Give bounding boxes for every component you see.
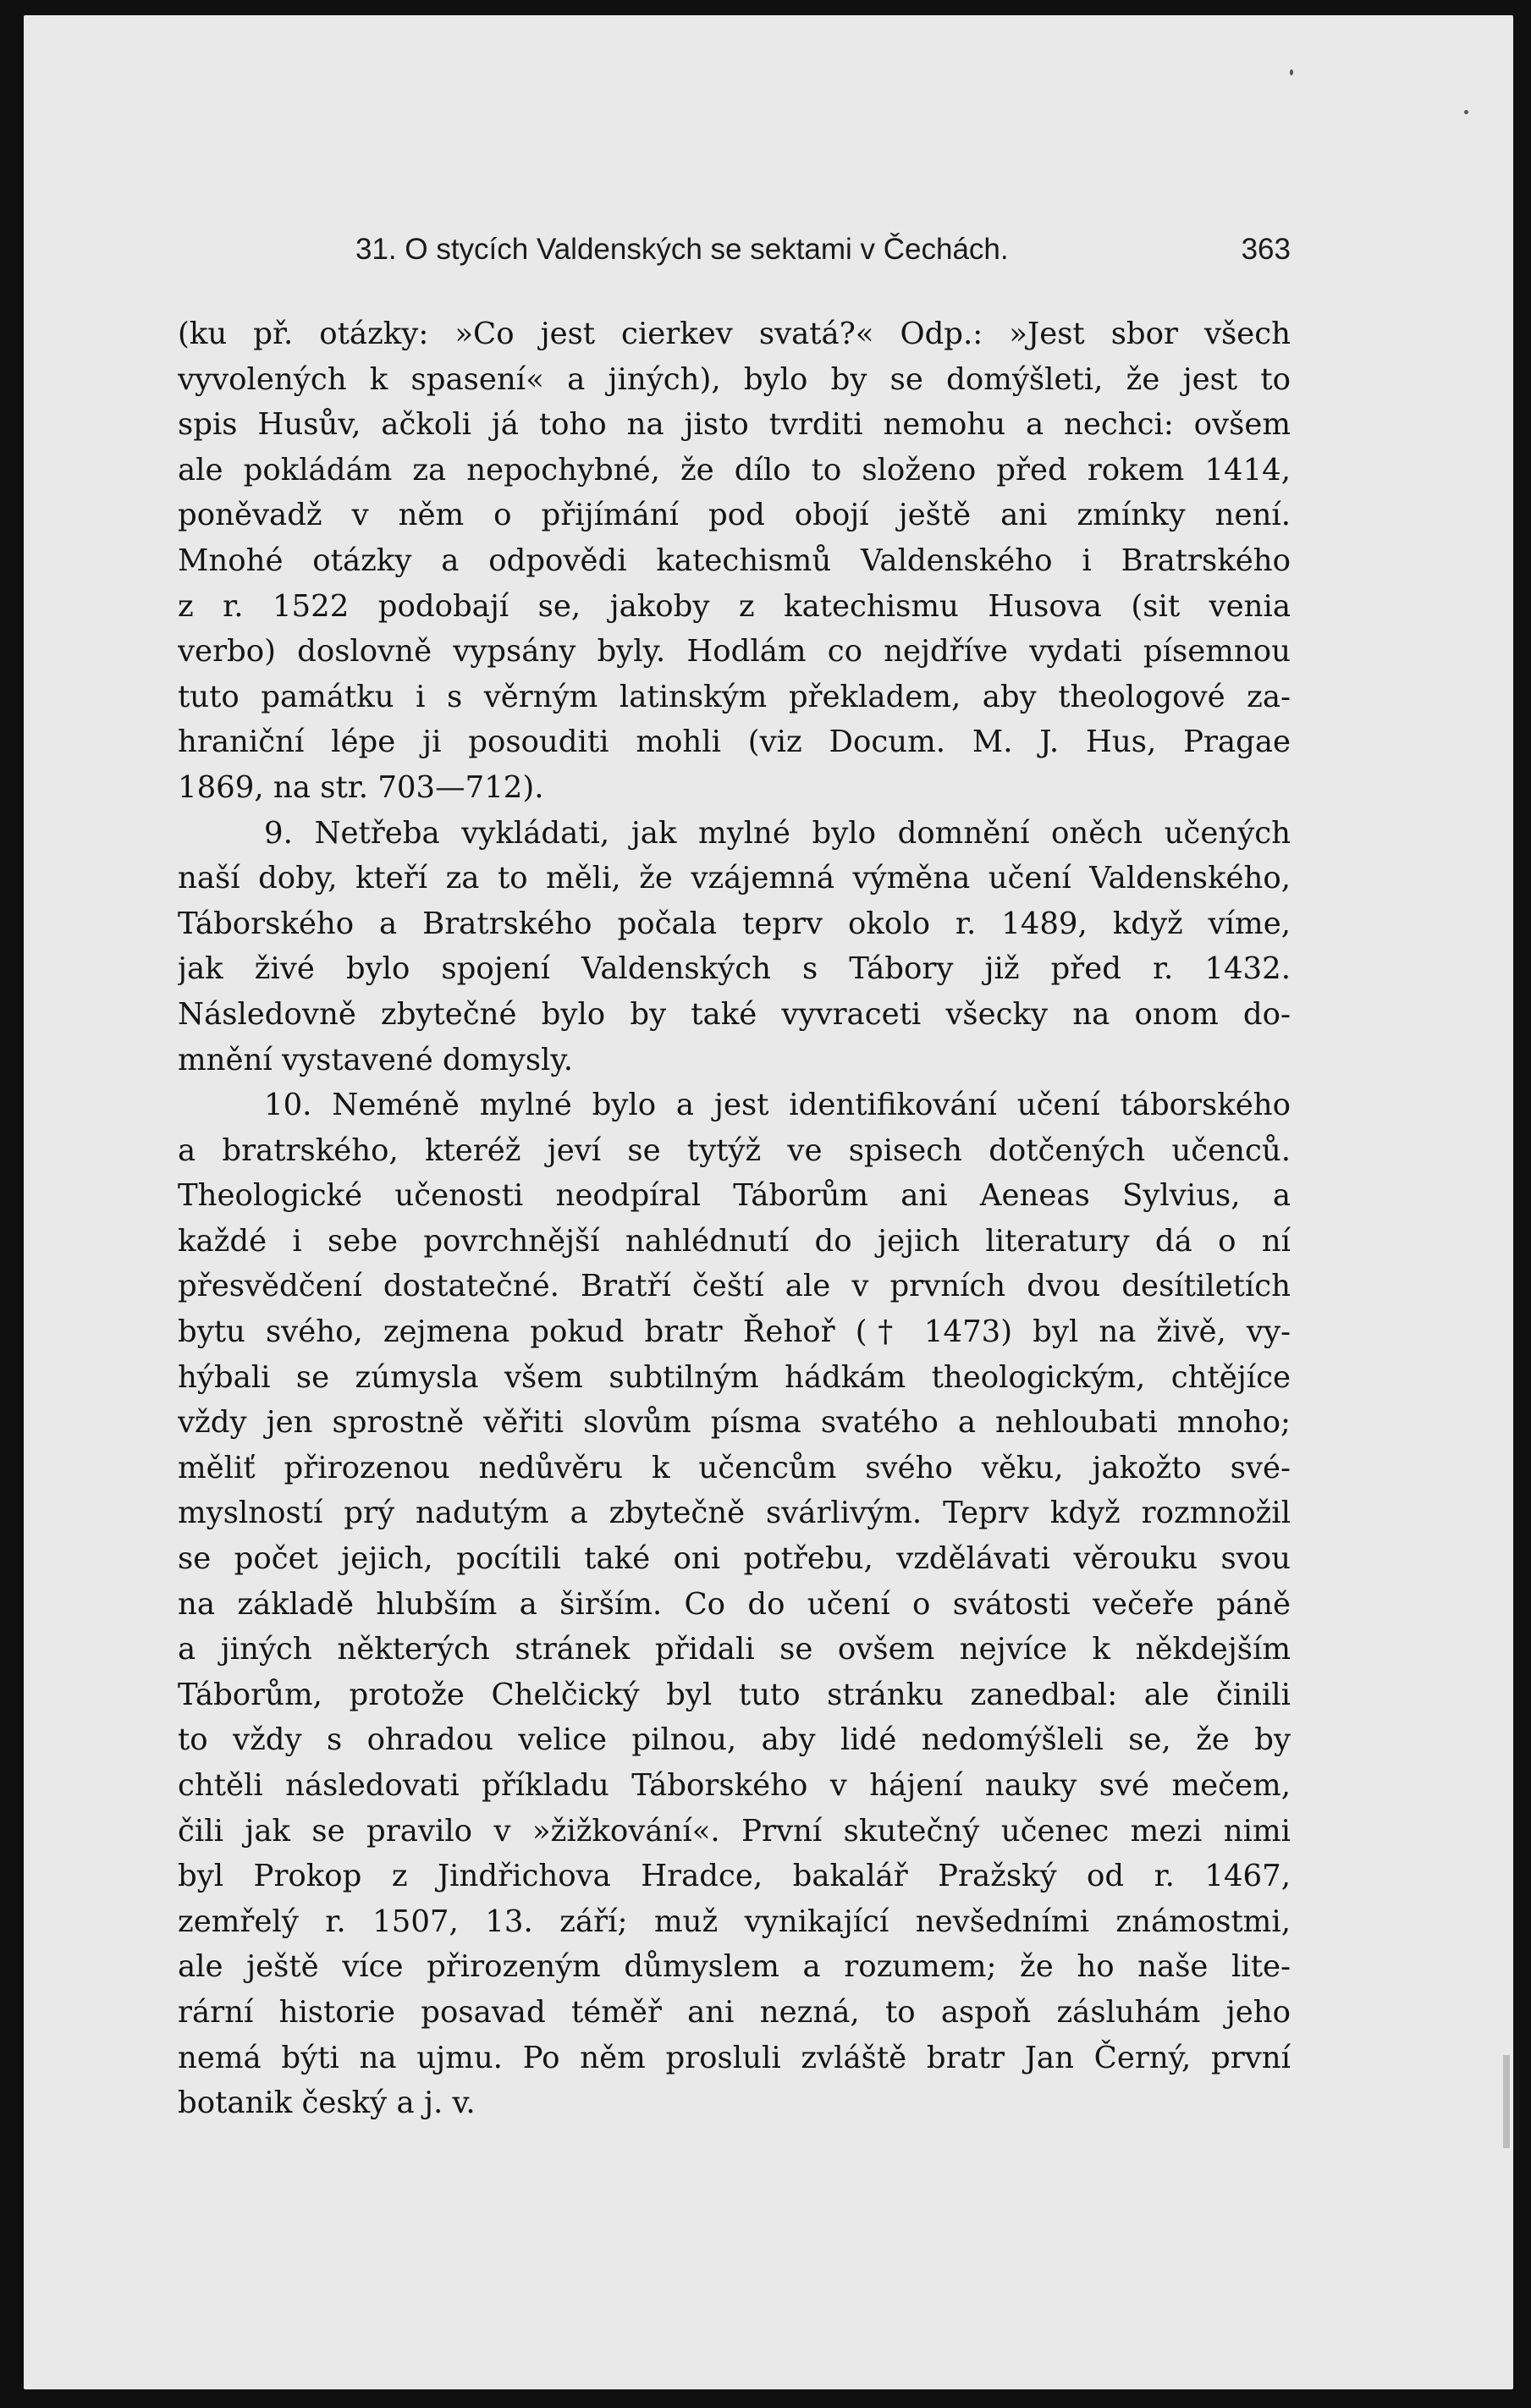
- text-line: poněvadž v něm o přijímání pod obojí ještě ani zmínky není.: [178, 498, 1291, 533]
- text-line: vyvolených k spasení« a jiných), bylo by se domýšleti, že jest to: [178, 361, 1291, 397]
- text-line: tuto památku i s věrným latinským překladem, aby theologové za-: [178, 679, 1291, 714]
- running-header: [355, 233, 1291, 277]
- text-line: vždy jen sprostně věřiti slovům písma svatého a nehloubati mnoho;: [178, 1405, 1291, 1441]
- text-line: hraniční lépe ji posouditi mohli (viz Docum. M. J. Hus, Pragae: [178, 725, 1291, 760]
- page-speck: [1464, 110, 1468, 114]
- text-line: jak živé bylo spojení Valdenských s Tábory již před r. 1432.: [178, 951, 1291, 987]
- text-line: se počet jejich, pocítili také oni potřebu, vzdělávati věrouku svou: [178, 1541, 1291, 1577]
- text-line: Táborského a Bratrského počala teprv okolo r. 1489, když víme,: [178, 906, 1291, 941]
- text-line: každé i sebe povrchnější nahlédnutí do jejich literatury dá o ní: [178, 1223, 1291, 1259]
- paragraph-9-start: 9. Netřeba vykládati, jak mylné bylo domnění oněch učených: [264, 815, 1291, 851]
- body-text: [178, 311, 1291, 2126]
- text-line: mnění vystavené domysly.: [178, 1042, 574, 1077]
- running-header-title: 31. O stycích Valdenských se sektami v Čechách.: [355, 233, 1009, 266]
- text-line: na základě hlubším a širším. Co do učení o svátosti večeře páně: [178, 1586, 1291, 1622]
- text-line: myslností prý nadutým a zbytečně svárlivým. Teprv když rozmnožil: [178, 1496, 1291, 1531]
- text-line: Mnohé otázky a odpovědi katechismů Valdenského i Bratrského: [178, 543, 1291, 578]
- text-line: přesvědčení dostatečné. Bratří čeští ale v prvních dvou desítiletích: [178, 1269, 1291, 1304]
- text-line: čili jak se pravilo v »žižkování«. První skutečný učenec mezi nimi: [178, 1813, 1291, 1849]
- text-line: Theologické učenosti neodpíral Táborům ani Aeneas Sylvius, a: [178, 1178, 1291, 1214]
- text-line: bytu svého, zejmena pokud bratr Řehoř († 1473) byl na živě, vy-: [178, 1314, 1291, 1350]
- text-line: spis Husův, ačkoli já toho na jisto tvrditi nemohu a nechci: ovšem: [178, 407, 1291, 443]
- text-line: verbo) doslovně vypsány byly. Hodlám co nejdříve vydati písemnou: [178, 634, 1291, 670]
- text-line: to vždy s ohradou velice pilnou, aby lidé nedomýšleli se, že by: [178, 1722, 1291, 1758]
- text-line: 1869, na str. 703—712).: [178, 769, 544, 805]
- page-edge-mark: [1503, 2055, 1510, 2148]
- text-line: a jiných některých stránek přidali se ovšem nejvíce k někdejším: [178, 1632, 1291, 1667]
- text-line: byl Prokop z Jindřichova Hradce, bakalář Pražský od r. 1467,: [178, 1859, 1291, 1894]
- page-speck: [1290, 69, 1293, 75]
- text-line: ale pokládám za nepochybné, že dílo to složeno před rokem 1414,: [178, 452, 1291, 488]
- text-line: měliť přirozenou nedůvěru k učencům svého věku, jakožto své-: [178, 1450, 1291, 1485]
- text-line: Táborům, protože Chelčický byl tuto stránku zanedbal: ale činili: [178, 1677, 1291, 1712]
- text-line: nemá býti na ujmu. Po něm prosluli zvláště bratr Jan Černý, první: [178, 2040, 1291, 2075]
- text-line: rární historie posavad téměř ani nezná, to aspoň zásluhám jeho: [178, 1994, 1291, 2030]
- text-line: ale ještě více přirozeným důmyslem a rozumem; že ho naše lite-: [178, 1949, 1291, 1985]
- text-line: botanik český a j. v.: [178, 2086, 476, 2121]
- text-line: a bratrského, kteréž jeví se tytýž ve spisech dotčených učenců.: [178, 1132, 1291, 1168]
- text-line: hýbali se zúmysla všem subtilným hádkám theologickým, chtějíce: [178, 1359, 1291, 1395]
- text-line: naší doby, kteří za to měli, že vzájemná výměna učení Valdenského,: [178, 861, 1291, 896]
- text-line: Následovně zbytečné bylo by také vyvraceti všecky na onom do-: [178, 996, 1291, 1032]
- paragraph-10-start: 10. Neméně mylné bylo a jest identifikování učení táborského: [264, 1088, 1291, 1123]
- text-line: z r. 1522 podobají se, jakoby z katechismu Husova (sit venia: [178, 588, 1291, 624]
- text-line: chtěli následovati příkladu Táborského v hájení nauky své mečem,: [178, 1768, 1291, 1803]
- page-number: 363: [1241, 233, 1291, 266]
- text-line: (ku př. otázky: »Co jest cierkev svatá?« Odp.: »Jest sbor všech: [178, 317, 1291, 351]
- text-line: zemřelý r. 1507, 13. září; muž vynikající nevšedními známostmi,: [178, 1904, 1291, 1939]
